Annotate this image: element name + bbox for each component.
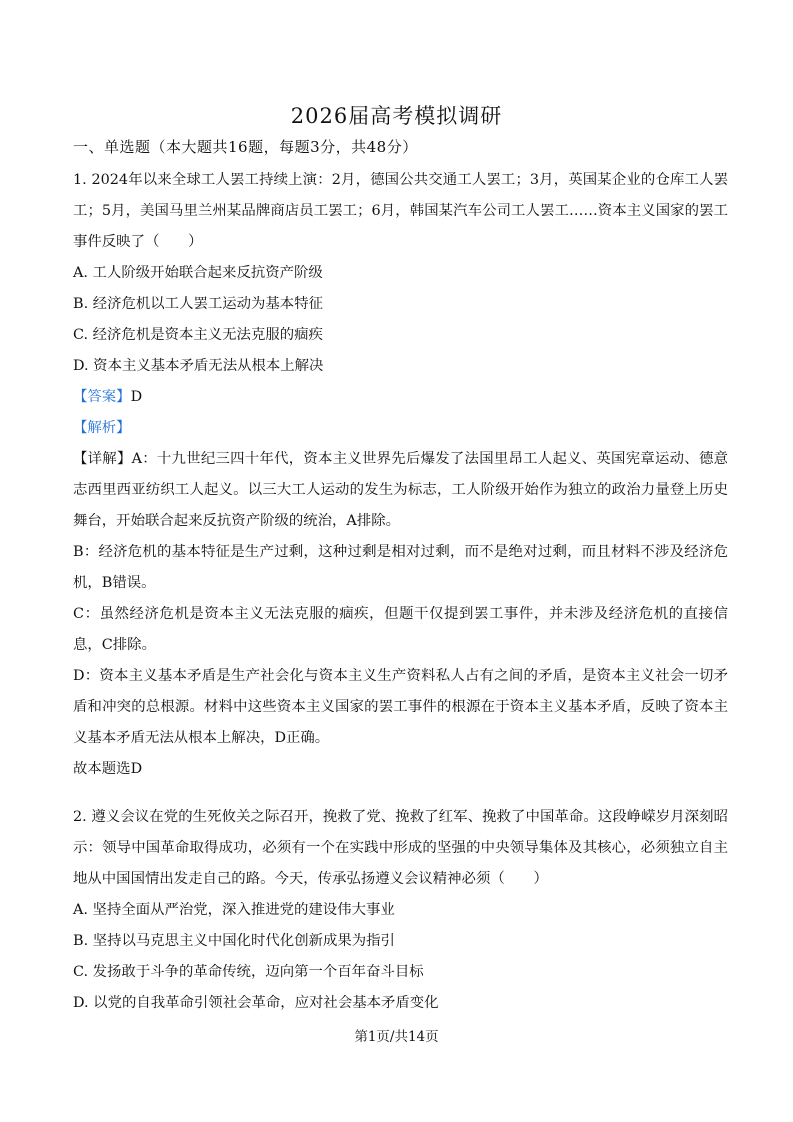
question-2-option-a: A. 坚持全面从严治党，深入推进党的建设伟大事业 — [73, 902, 395, 918]
analysis-tag: 【解析】 — [73, 420, 131, 436]
question-1-option-b: B. 经济危机以工人罢工运动为基本特征 — [73, 296, 323, 312]
answer-value: D — [130, 389, 143, 405]
page-number: 第1页/共14页 — [354, 1029, 439, 1045]
detail-tag: 【详解】 — [73, 451, 132, 467]
question-1-block — [73, 165, 728, 785]
detail-b: B：经济危机的基本特征是生产过剩，这种过剩是相对过剩，而不是绝对过剩，而且材料不涉及经济危机，B错误。 — [73, 544, 728, 591]
detail-d: D：资本主义基本矛盾是生产社会化与资本主义生产资料私人占有之间的矛盾，是资本主义社会一切矛盾和冲突的总根源。材料中这些资本主义国家的罢工事件的根源在于资本主义基本矛盾，反映了资本主义基本矛盾无法从根本上解决，D正确。 — [73, 668, 728, 746]
question-1-stem: 1. 2024年以来全球工人罢工持续上演：2月，德国公共交通工人罢工；3月，英国某企业的仓库工人罢工；5月，美国马里兰州某品牌商店员工罢工；6月，韩国某汽车公司工人罢工……资本主义国家的罢工事件反映了（ ） — [73, 172, 728, 250]
question-2-block — [73, 802, 728, 1019]
question-2-option-b: B. 坚持以马克思主义中国化时代化创新成果为指引 — [73, 933, 395, 949]
detail-c: C：虽然经济危机是资本主义无法克服的痼疾，但题干仅提到罢工事件，并未涉及经济危机的直接信息，C排除。 — [73, 606, 728, 653]
answer-line — [73, 382, 728, 413]
answer-tag: 【答案】 — [73, 389, 131, 405]
section-heading: 一、单选题（本大题共16题，每题3分，共48分） — [73, 138, 418, 156]
detail-a-text: A：十九世纪三四十年代，资本主义世界先后爆发了法国里昂工人起义、英国宪章运动、德意志西里西亚纺织工人起义。以三大工人运动的发生为标志，工人阶级开始作为独立的政治力量登上历史舞台，开始联合起来反抗资产阶级的统治，A排除。 — [73, 451, 728, 529]
conclusion: 故本题选D — [73, 761, 143, 777]
question-2-stem: 2. 遵义会议在党的生死攸关之际召开，挽救了党、挽救了红军、挽救了中国革命。这段峥嵘岁月深刻昭示：领导中国革命取得成功，必须有一个在实践中形成的坚强的中央领导集体及其核心，必须独立自主地从中国国情出发走自己的路。今天，传承弘扬遵义会议精神必须（ ） — [73, 809, 728, 887]
question-2-option-d: D. 以党的自我革命引领社会革命，应对社会基本矛盾变化 — [73, 995, 439, 1011]
question-1-option-c: C. 经济危机是资本主义无法克服的痼疾 — [73, 327, 323, 343]
document-title: 2026届高考模拟调研 — [290, 104, 503, 128]
question-1-option-d: D. 资本主义基本矛盾无法从根本上解决 — [73, 358, 324, 374]
question-2-option-c: C. 发扬敢于斗争的革命传统，迈向第一个百年奋斗目标 — [73, 964, 424, 980]
detail-a — [73, 444, 728, 537]
question-1-option-a: A. 工人阶级开始联合起来反抗资产阶级 — [73, 265, 323, 281]
